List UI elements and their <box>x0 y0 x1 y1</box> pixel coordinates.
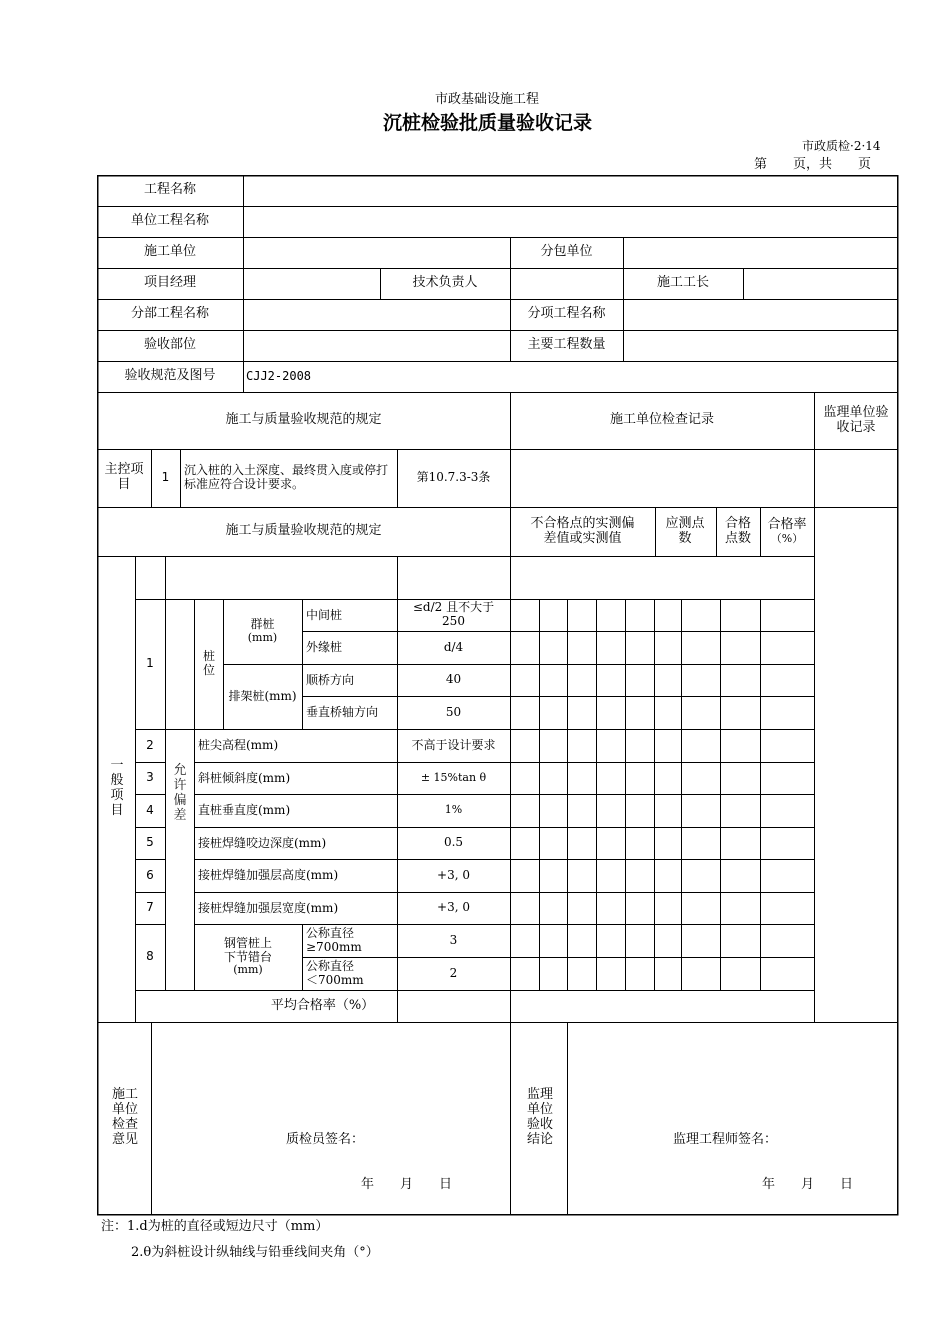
subcontractor-label: 分包单位 <box>540 244 593 260</box>
project-name-label: 工程名称 <box>143 182 196 198</box>
row-value-5: 0.5 <box>443 835 464 850</box>
dia-ge-label <box>306 924 362 957</box>
main-control-text: 沉入桩的入土深度、最终贯入度或停打标准应符合设计要求。 <box>184 463 389 491</box>
steel-pile-unit: (mm) <box>233 963 263 977</box>
spec-header: 施工与质量验收规范的规定 <box>225 412 382 428</box>
row-name-7: 接桩焊缝加强层宽度(mm) <box>198 900 339 915</box>
dia-lt-value: 2 <box>449 965 458 980</box>
row-no-4: 4 <box>146 802 154 817</box>
perp-bridge-label: 垂直桥轴方向 <box>306 705 379 720</box>
allowable-deviation-label: 允许偏差 <box>173 763 187 823</box>
dia-ge-value: 3 <box>449 932 458 947</box>
row-name-5: 接桩焊缝咬边深度(mm) <box>198 835 327 850</box>
middle-pile-value <box>397 599 510 631</box>
main-control-clause: 第10.7.3-3条 <box>416 470 491 485</box>
row-value-7: +3, 0 <box>437 900 470 915</box>
general-spec-header: 施工与质量验收规范的规定 <box>225 523 382 539</box>
group-pile-unit: (mm) <box>247 631 278 645</box>
along-bridge-label: 顺桥方向 <box>306 672 355 687</box>
dia-lt-label <box>306 957 364 990</box>
dia-ge-line1: 公称直径 <box>306 925 355 940</box>
standard-label: 验收规范及图号 <box>124 368 216 384</box>
pass-rate-unit: （%） <box>770 531 804 545</box>
should-count-header: 应测点数 <box>665 515 705 546</box>
along-bridge-value: 40 <box>445 672 462 687</box>
pass-rate-label: 合格率 <box>767 516 807 532</box>
row-no-2: 2 <box>146 737 154 752</box>
average-pass-rate-label: 平均合格率（%） <box>270 997 375 1013</box>
outer-pile-value: d/4 <box>443 639 464 654</box>
contractor-date: 年 月 日 <box>361 1177 453 1192</box>
row-no-3: 3 <box>146 770 154 785</box>
bent-pile-label: 排架桩(mm) <box>228 688 297 703</box>
inspector-signature: 质检员签名： <box>286 1132 365 1147</box>
check-record-header: 施工单位检查记录 <box>609 412 714 428</box>
pass-count-header: 合格点数 <box>724 515 751 546</box>
middle-pile-label: 中间桩 <box>306 607 343 622</box>
supervisor-date: 年 月 日 <box>762 1177 854 1192</box>
outer-pile-label: 外缘桩 <box>306 640 343 655</box>
group-pile-label <box>223 599 302 664</box>
note-1: 注：1.d为桩的直径或短边尺寸（mm） <box>101 1219 329 1234</box>
row-no-1: 1 <box>146 656 154 671</box>
standard-value: CJJ2-2008 <box>246 369 312 384</box>
division-label: 分部工程名称 <box>130 306 209 322</box>
org-name: 市政基础设施工程 <box>435 92 540 107</box>
group-pile-text: 群桩 <box>250 617 275 632</box>
row-name-6: 接桩焊缝加强层高度(mm) <box>198 868 339 883</box>
deviation-header: 不合格点的实测偏差值或实测值 <box>530 515 635 546</box>
dia-lt-line1: 公称直径 <box>306 958 355 973</box>
row-name-3: 斜桩倾斜度(mm) <box>198 770 291 785</box>
unit-project-label: 单位工程名称 <box>130 213 209 229</box>
dia-ge-line2: ≥700mm <box>306 939 362 954</box>
page-counter: 第 页，共 页 <box>754 157 872 172</box>
middle-pile-value-line2: 250 <box>442 614 465 628</box>
steel-pile-label <box>194 924 302 990</box>
steel-pile-line1: 钢管桩上 <box>223 935 272 950</box>
row-no-8: 8 <box>146 949 154 964</box>
form-code: 市政质检·2·14 <box>802 139 881 153</box>
location-label: 验收部位 <box>143 337 196 353</box>
project-manager-label: 项目经理 <box>143 275 196 291</box>
dia-lt-line2: ＜700mm <box>306 972 364 987</box>
pass-rate-header <box>760 507 814 556</box>
page-title: 沉桩检验批质量验收记录 <box>383 112 593 134</box>
row-value-3: ± 15%tan θ <box>420 770 487 784</box>
row-value-6: +3, 0 <box>437 867 470 882</box>
steel-pile-line2: 下节错台 <box>223 949 272 964</box>
tech-lead-label: 技术负责人 <box>412 275 478 291</box>
perp-bridge-value: 50 <box>445 704 462 719</box>
row-name-2: 桩尖高程(mm) <box>198 738 279 753</box>
middle-pile-value-line1: ≤d/2 且不大于 <box>412 600 495 615</box>
row-no-5: 5 <box>146 835 154 850</box>
engineer-signature: 监理工程师签名： <box>673 1132 778 1147</box>
note-2: 2.θ为斜桩设计纵轴线与铅垂线间夹角（°） <box>131 1245 379 1260</box>
pile-position-label: 桩位 <box>202 649 215 677</box>
main-control-no: 1 <box>161 470 170 485</box>
row-no-7: 7 <box>146 900 154 915</box>
quantity-label: 主要工程数量 <box>527 337 606 353</box>
contractor-opinion-label: 施工单位检查意见 <box>111 1087 138 1147</box>
row-name-4: 直桩垂直度(mm) <box>198 803 291 818</box>
row-value-2: 不高于设计要求 <box>411 737 496 752</box>
supervisor-conclusion-label: 监理单位验收结论 <box>526 1087 553 1147</box>
supervisor-record-header: 监理单位验收记录 <box>823 404 889 435</box>
contractor-label: 施工单位 <box>143 244 196 260</box>
row-value-4: 1% <box>444 803 463 817</box>
row-no-6: 6 <box>146 867 154 882</box>
main-control-label: 主控项目 <box>104 462 144 492</box>
foreman-label: 施工工长 <box>656 275 709 291</box>
general-items-label: 一般项目 <box>110 758 124 818</box>
subdivision-label: 分项工程名称 <box>527 306 606 322</box>
